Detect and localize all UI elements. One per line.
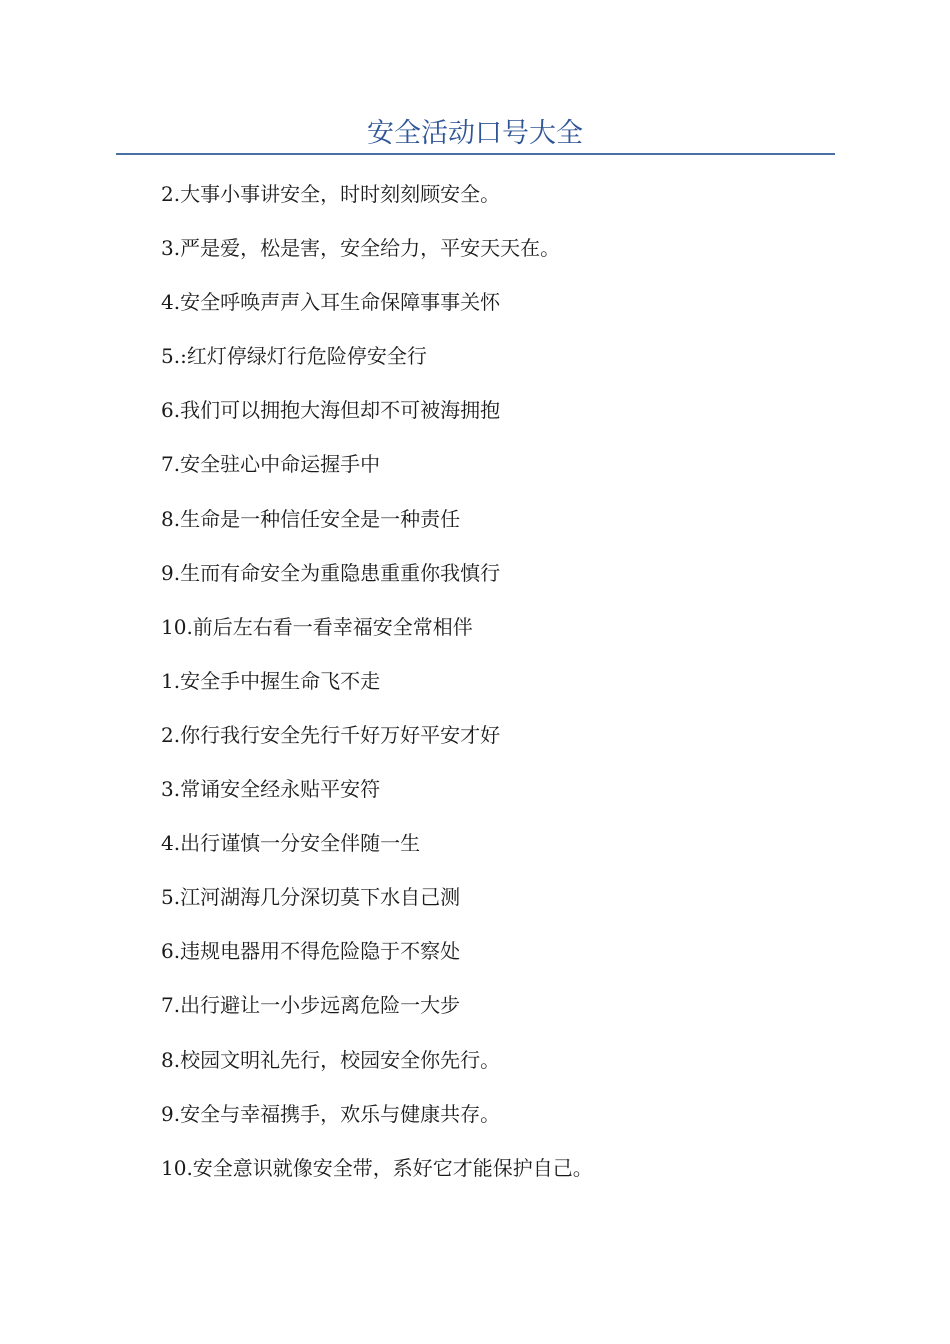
slogan-item: 1.安全手中握生命飞不走	[161, 668, 381, 693]
slogan-item: 3.严是爱，松是害，安全给力，平安天天在。	[161, 236, 561, 261]
slogan-item: 9.生而有命安全为重隐患重重你我慎行	[161, 560, 501, 585]
slogan-item: 2.你行我行安全先行千好万好平安才好	[161, 722, 501, 747]
slogan-item: 4.出行谨慎一分安全伴随一生	[161, 831, 421, 856]
slogan-item: 2.大事小事讲安全，时时刻刻顾安全。	[161, 182, 501, 206]
title-underline	[116, 153, 835, 155]
slogan-item: 5.江河湖海几分深切莫下水自己测	[161, 885, 461, 910]
slogan-item: 7.出行避让一小步远离危险一大步	[161, 993, 461, 1018]
slogan-item: 6.违规电器用不得危险隐于不察处	[161, 939, 461, 964]
page-title: 安全活动口号大全	[367, 118, 583, 149]
slogan-item: 8.生命是一种信任安全是一种责任	[161, 506, 461, 531]
slogan-item: 3.常诵安全经永贴平安符	[161, 777, 381, 802]
slogan-item: 5.:红灯停绿灯行危险停安全行	[161, 344, 427, 369]
slogan-list	[161, 176, 593, 1204]
slogan-item: 4.安全呼唤声声入耳生命保障事事关怀	[161, 290, 501, 315]
slogan-item: 8.校园文明礼先行，校园安全你先行。	[161, 1047, 501, 1072]
slogan-item: 10.安全意识就像安全带，系好它才能保护自己。	[161, 1155, 593, 1180]
slogan-item: 6.我们可以拥抱大海但却不可被海拥抱	[161, 398, 501, 423]
slogan-item: 9.安全与幸福携手，欢乐与健康共存。	[161, 1101, 501, 1126]
slogan-item: 7.安全驻心中命运握手中	[161, 452, 381, 477]
slogan-item: 10.前后左右看一看幸福安全常相伴	[161, 614, 473, 639]
